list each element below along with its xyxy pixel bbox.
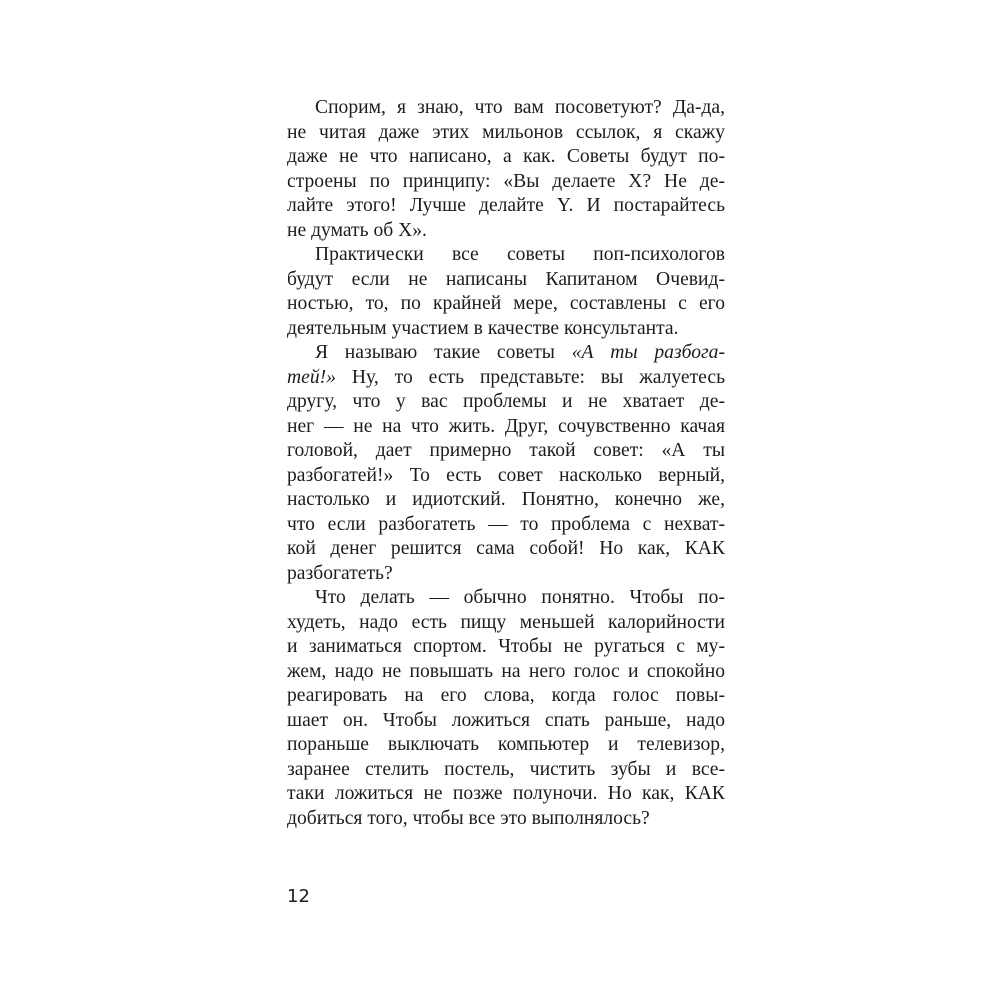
text-line: жем, надо не повышать на него голос и спокойно bbox=[287, 660, 725, 682]
text-line: не думать об X». bbox=[287, 219, 427, 241]
text-line: шает он. Чтобы ложиться спать раньше, надо bbox=[287, 709, 725, 731]
body-text bbox=[287, 96, 725, 831]
text-run: Я называю такие советы bbox=[315, 342, 572, 363]
text-line: нег — не на что жить. Друг, сочувственно качая bbox=[287, 415, 725, 437]
text-line bbox=[287, 341, 725, 366]
text-line: деятельным участием в качестве консультанта. bbox=[287, 317, 679, 339]
text-line: таки ложиться не позже полуночи. Но как, КАК bbox=[287, 783, 725, 804]
text-line: другу, что у вас проблемы и не хватает де- bbox=[287, 391, 725, 412]
text-line: разбогатеть? bbox=[287, 562, 393, 584]
text-line: головой, дает примерно такой совет: «А ты bbox=[287, 440, 725, 461]
text-line: не читая даже этих мильонов ссылок, я скажу bbox=[287, 121, 725, 143]
text-line: добиться того, чтобы все это выполнялось? bbox=[287, 807, 650, 829]
italic-phrase: тей!» bbox=[287, 366, 336, 388]
text-line: и заниматься спортом. Чтобы не ругаться с му- bbox=[287, 636, 725, 657]
text-line: будут если не написаны Капитаном Очевид- bbox=[287, 268, 725, 290]
text-line: настолько и идиотский. Понятно, конечно же, bbox=[287, 489, 725, 510]
text-line: реагировать на его слова, когда голос повы- bbox=[287, 685, 725, 706]
text-line: ностью, то, по крайней мере, составлены с его bbox=[287, 293, 725, 314]
text-line: заранее стелить постель, чистить зубы и все- bbox=[287, 758, 725, 780]
text-line: даже не что написано, а как. Советы будут по- bbox=[287, 146, 725, 167]
text-line: Спорим, я знаю, что вам посоветуют? Да-да, bbox=[315, 97, 725, 118]
text-run: Ну, то есть представьте: вы жалуетесь bbox=[335, 366, 725, 388]
text-line: разбогатей!» То есть совет насколько верный, bbox=[287, 464, 725, 486]
text-line: строены по принципу: «Вы делаете X? Не де- bbox=[287, 170, 725, 192]
page-number: 12 bbox=[287, 886, 310, 907]
text-line: Что делать — обычно понятно. Чтобы по- bbox=[315, 587, 725, 608]
text-line: Практически все советы поп-психологов bbox=[315, 244, 725, 265]
text-line: лайте этого! Лучше делайте Y. И постарайтесь bbox=[287, 195, 725, 216]
text-line: что если разбогатеть — то проблема с нехват- bbox=[287, 513, 725, 535]
text-line: кой денег решится сама собой! Но как, КАК bbox=[287, 538, 725, 559]
text-line: пораньше выключать компьютер и телевизор, bbox=[287, 734, 725, 755]
text-line: худеть, надо есть пищу меньшей калорийности bbox=[287, 611, 725, 633]
italic-phrase: «А ты разбога- bbox=[571, 342, 725, 363]
text-line bbox=[287, 366, 725, 391]
